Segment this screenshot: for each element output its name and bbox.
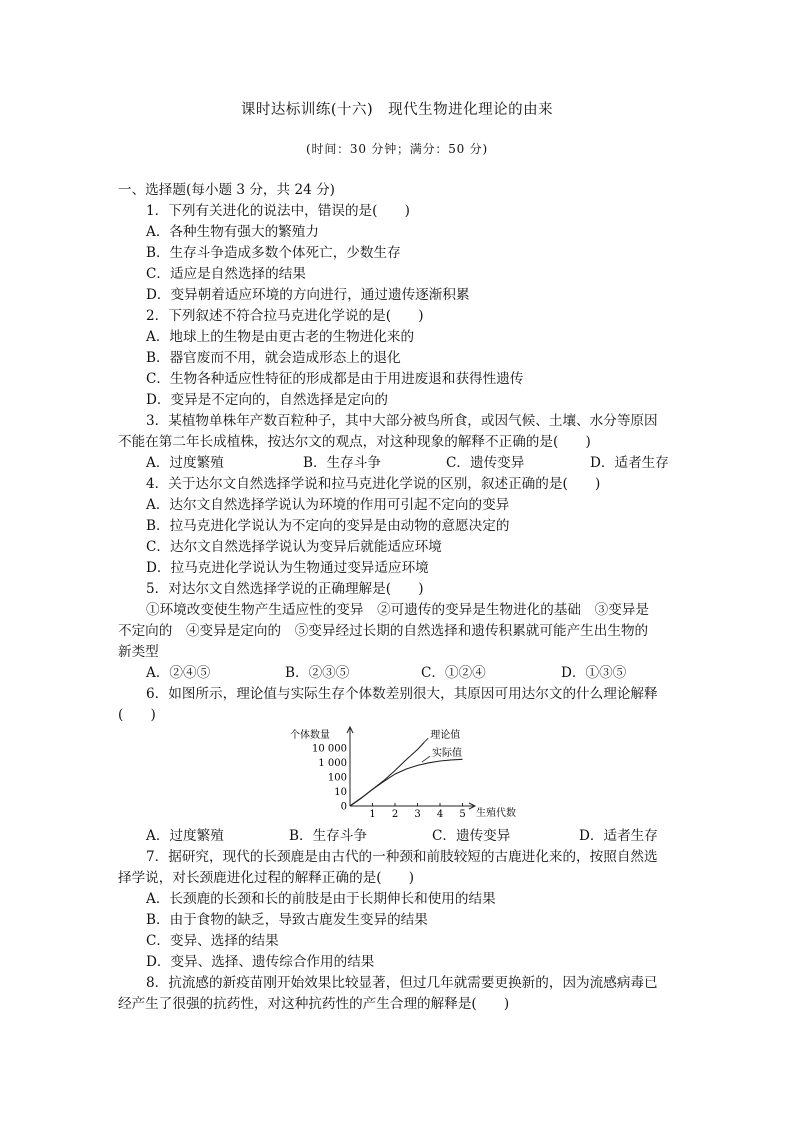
question-6-stem-line1: 6．如图所示，理论值与实际生存个体数差别很大，其原因可用达尔文的什么理论解释 (146, 686, 658, 702)
question-2-option-d: D．变异是不定向的，自然选择是定向的 (146, 392, 388, 408)
question-1-option-a: A．各种生物有强大的繁殖力 (146, 224, 319, 240)
y-tick-label: 0 (340, 801, 347, 813)
x-tick-label: 2 (391, 809, 399, 820)
question-7-option-b: B．由于食物的缺乏，导致古鹿发生变异的结果 (146, 912, 428, 928)
question-8-stem-line2: 经产生了很强的抗药性，对这种抗药性的产生合理的解释是( ) (118, 996, 510, 1012)
question-5-statement-line2: 不定向的 ④变异是定向的 ⑤变异经过长期的自然选择和遗传积累就可能产生出生物的 (118, 623, 649, 639)
question-1-option-c: C．适应是自然选择的结果 (146, 266, 306, 282)
x-tick-label: 4 (436, 809, 444, 820)
series-label-actual: 实际值 (432, 748, 462, 760)
y-tick-label: 1 000 (318, 758, 347, 769)
population-chart (280, 724, 516, 820)
question-4-option-a: A．达尔文自然选择学说认为环境的作用可引起不定向的变异 (146, 497, 510, 513)
series-label-theoretical: 理论值 (430, 730, 461, 741)
question-1-stem: 1．下列有关进化的说法中，错误的是( ) (146, 203, 410, 219)
question-7-stem-line1: 7．据研究，现代的长颈鹿是由古代的一种颈和前肢较短的古鹿进化来的，按照自然选 (146, 849, 658, 865)
series-leader (424, 738, 428, 742)
question-2-stem: 2．下列叙述不符合拉马克进化学说的是( ) (146, 308, 424, 324)
y-tick-label: 10 (334, 787, 347, 798)
question-8-stem-line1: 8．抗流感的新疫苗刚开始效果比较显著，但过几年就需要更换新的，因为流感病毒已 (146, 975, 658, 991)
series-line-theoretical (350, 742, 424, 806)
question-3-option-d: D．适者生存 (590, 455, 669, 471)
question-6-option-c: C．遗传变异 (432, 828, 511, 844)
question-1-option-b: B．生存斗争造成多数个体死亡，少数生存 (146, 245, 401, 261)
y-axis-title: 个体数量 (290, 730, 330, 741)
question-5-option-b: B．②③⑤ (285, 665, 350, 681)
question-2-option-a: A．地球上的生物是由更古老的生物进化来的 (146, 329, 415, 345)
question-3-stem-line1: 3．某植物单株年产数百粒种子，其中大部分被鸟所食，或因气候、土壤、水分等原因 (146, 413, 658, 429)
question-3-option-b: B．生存斗争 (303, 455, 381, 471)
question-3-stem-line2: 不能在第二年长成植株，按达尔文的观点，对这种现象的解释不正确的是( ) (118, 434, 591, 450)
question-7-option-a: A．长颈鹿的长颈和长的前肢是由于长期伸长和使用的结果 (146, 891, 496, 907)
question-2-option-b: B．器官废而不用，就会造成形态上的退化 (146, 350, 401, 366)
question-7-option-c: C．变异、选择的结果 (146, 933, 279, 949)
series-leader (422, 756, 430, 762)
section-heading: 一、选择题(每小题 3 分，共 24 分) (118, 182, 335, 198)
x-axis-title: 生殖代数 (476, 808, 516, 819)
x-tick-label: 3 (414, 809, 421, 820)
question-5-statement-line1: ①环境改变使生物产生适应性的变异 ②可遗传的变异是生物进化的基础 ③变异是 (146, 602, 649, 618)
question-4-option-c: C．达尔文自然选择学说认为变异后就能适应环境 (146, 539, 442, 555)
question-5-option-a: A．②④⑤ (146, 665, 211, 681)
question-7-stem-line2: 择学说，对长颈鹿进化过程的解释正确的是( ) (118, 870, 415, 886)
question-3-option-c: C．遗传变异 (446, 455, 525, 471)
x-tick-label: 5 (459, 809, 466, 820)
question-3-option-a: A．过度繁殖 (146, 455, 224, 471)
x-tick-label: 1 (369, 809, 376, 820)
chart-series (350, 728, 463, 806)
page-title: 课时达标训练(十六) 现代生物进化理论的由来 (240, 102, 554, 118)
question-6-stem-line2: ( ) (118, 707, 156, 723)
question-4-option-d: D．拉马克进化学说认为生物通过变异适应环境 (146, 560, 429, 576)
page-subtitle: (时间：30 分钟；满分：50 分) (306, 142, 488, 156)
question-5-option-c: C．①②④ (421, 665, 486, 681)
question-4-option-b: B．拉马克进化学说认为不定向的变异是由动物的意愿决定的 (146, 518, 510, 534)
y-tick-label: 10 000 (312, 743, 347, 755)
question-6-option-b: B．生存斗争 (289, 828, 367, 844)
y-tick-label: 100 (327, 772, 347, 784)
series-line-actual (350, 759, 463, 806)
question-6-option-a: A．过度繁殖 (146, 828, 224, 844)
question-4-stem: 4．关于达尔文自然选择学说和拉马克进化学说的区别，叙述正确的是( ) (146, 476, 601, 492)
question-5-stem: 5．对达尔文自然选择学说的正确理解是( ) (146, 581, 424, 597)
question-1-option-d: D．变异朝着适应环境的方向进行，通过遗传逐渐积累 (146, 287, 470, 303)
question-2-option-c: C．生物各种适应性特征的形成都是由于用进废退和获得性遗传 (146, 371, 524, 387)
question-7-option-d: D．变异、选择、遗传综合作用的结果 (146, 954, 375, 970)
question-5-statement-line3: 新类型 (118, 644, 159, 660)
question-5-option-d: D．①③⑤ (561, 665, 627, 681)
question-6-option-d: D．适者生存 (579, 828, 658, 844)
